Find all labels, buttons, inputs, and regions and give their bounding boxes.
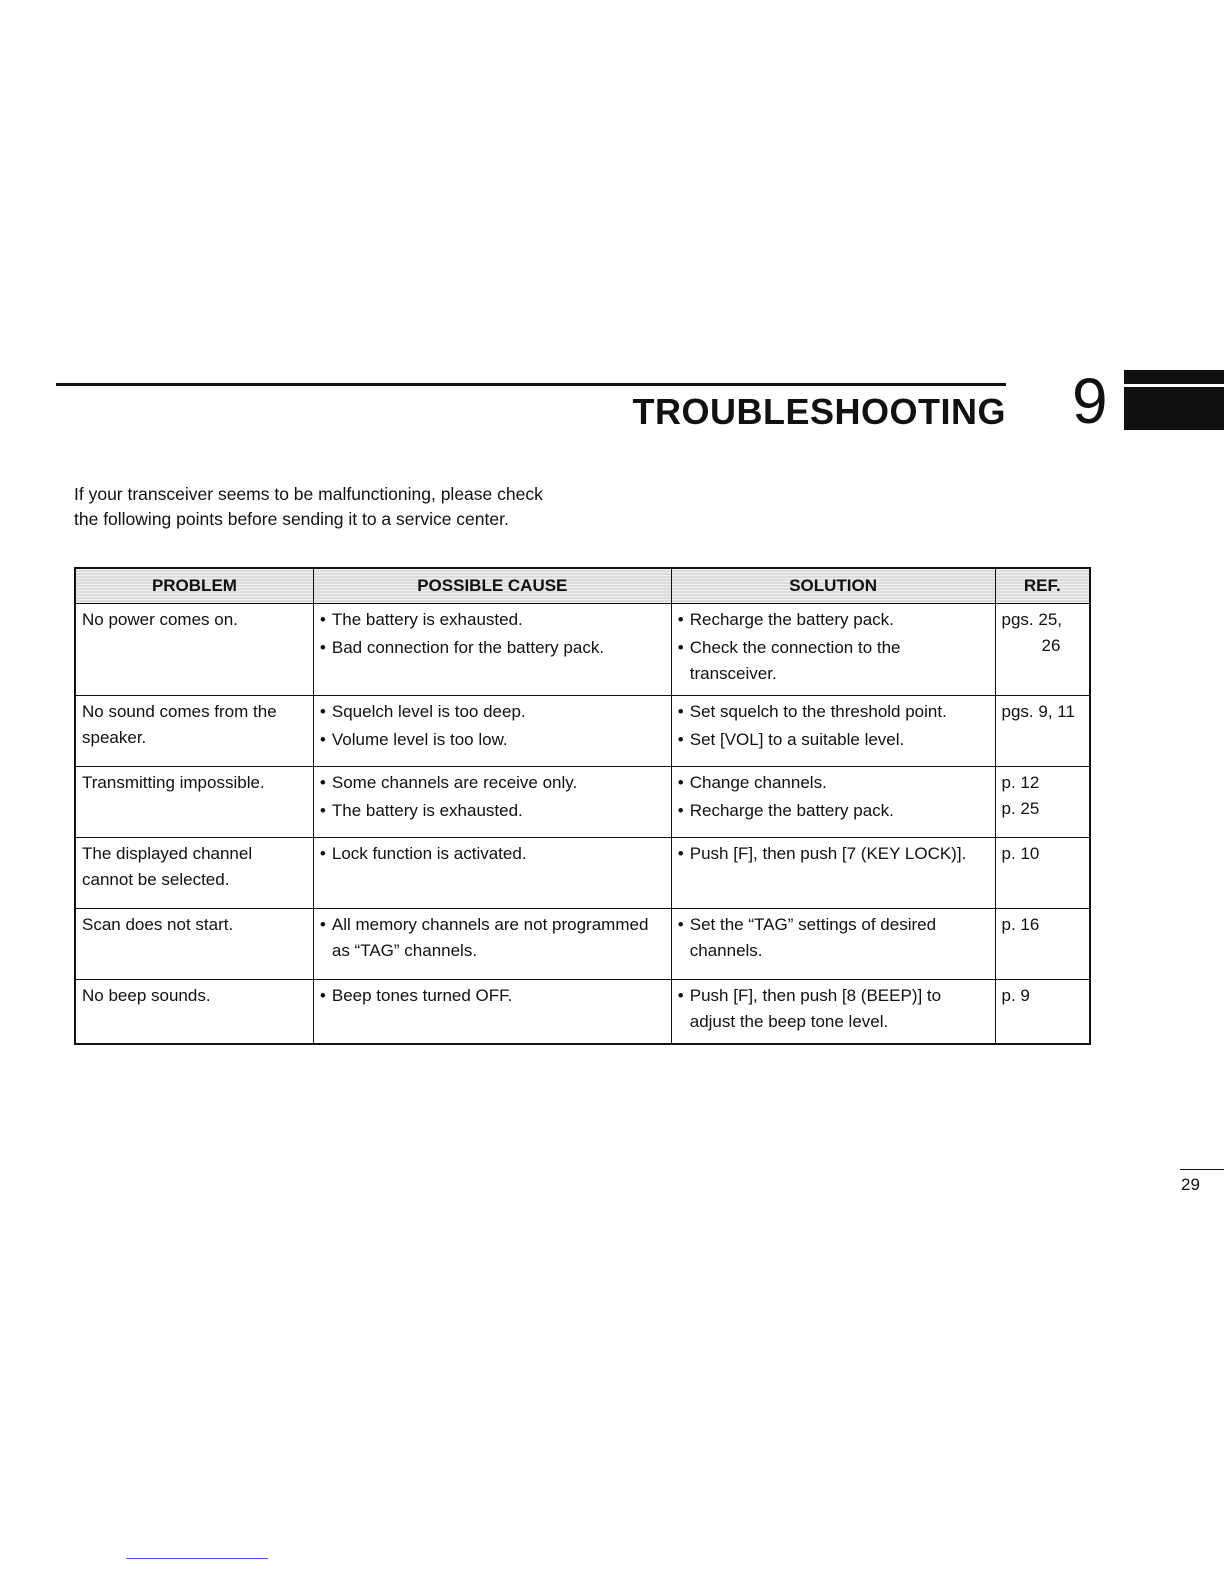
troubleshooting-table: [74, 567, 1091, 1045]
table-row: [75, 604, 1090, 696]
ref-cell: [995, 909, 1090, 980]
table-header-row: [75, 568, 1090, 604]
solution-cell: [671, 838, 995, 909]
header-solution: SOLUTION: [671, 568, 995, 604]
ref-cell: [995, 980, 1090, 1045]
solution-item: • Set the “TAG” settings of desired channels.: [678, 912, 989, 964]
cause-cell: [313, 838, 671, 909]
cause-cell: [313, 696, 671, 767]
problem-cell: The displayed channel cannot be selected.: [75, 838, 313, 909]
page-number: 29: [1181, 1175, 1200, 1194]
table-row: [75, 980, 1090, 1045]
problem-cell: Scan does not start.: [75, 909, 313, 980]
solution-item: • Change channels.: [678, 770, 989, 796]
cause-cell: [313, 604, 671, 696]
solution-item: • Recharge the battery pack.: [678, 607, 989, 633]
intro-paragraph: [74, 482, 634, 532]
footer-rule: [126, 1558, 268, 1559]
page-number-rule: [1180, 1169, 1224, 1170]
solution-item: • Recharge the battery pack.: [678, 798, 989, 824]
ref-cell: [995, 767, 1090, 838]
chapter-tab-marker: [1124, 370, 1224, 430]
table-row: [75, 696, 1090, 767]
cause-item: • All memory channels are not programmed as “TAG” channels.: [320, 912, 665, 964]
chapter-number: 9: [1072, 365, 1108, 437]
problem-cell: No sound comes from the speaker.: [75, 696, 313, 767]
cause-item: • The battery is exhausted.: [320, 798, 665, 824]
solution-cell: [671, 909, 995, 980]
intro-line-1: If your transceiver seems to be malfunctioning, please check: [74, 484, 543, 504]
table-row: [75, 838, 1090, 909]
cause-item: • Bad connection for the battery pack.: [320, 635, 665, 661]
ref-line: p. 12: [1001, 773, 1040, 792]
ref-cell: [995, 696, 1090, 767]
intro-line-2: the following points before sending it to a service center.: [74, 509, 509, 529]
problem-cell: Transmitting impossible.: [75, 767, 313, 838]
cause-item: • Lock function is activated.: [320, 841, 665, 867]
ref-line: p. 25: [1001, 799, 1040, 818]
table-row: [75, 767, 1090, 838]
ref-line: p. 10: [1001, 844, 1040, 863]
ref-line: p. 9: [1001, 986, 1030, 1005]
ref-line: pgs. 9, 11: [1001, 702, 1075, 721]
header-ref: REF.: [995, 568, 1090, 604]
solution-item: • Set squelch to the threshold point.: [678, 699, 989, 725]
ref-line: 26: [1041, 636, 1061, 655]
cause-item: • The battery is exhausted.: [320, 607, 665, 633]
cause-cell: [313, 767, 671, 838]
cause-cell: [313, 909, 671, 980]
header-problem: PROBLEM: [75, 568, 313, 604]
cause-item: • Volume level is too low.: [320, 727, 665, 753]
solution-cell: [671, 696, 995, 767]
solution-cell: [671, 604, 995, 696]
header-rule: [56, 383, 1006, 386]
solution-item: • Push [F], then push [8 (BEEP)] to adjust the beep tone level.: [678, 983, 989, 1035]
problem-cell: No power comes on.: [75, 604, 313, 696]
ref-cell: [995, 838, 1090, 909]
cause-cell: [313, 980, 671, 1045]
chapter-tab-gap: [1124, 384, 1224, 387]
solution-item: • Check the connection to the transceiver.: [678, 635, 940, 687]
solution-item: • Push [F], then push [7 (KEY LOCK)].: [678, 841, 989, 867]
problem-cell: No beep sounds.: [75, 980, 313, 1045]
header-possible-cause: POSSIBLE CAUSE: [313, 568, 671, 604]
cause-item: • Some channels are receive only.: [320, 770, 665, 796]
ref-line: p. 16: [1001, 915, 1040, 934]
section-title: TROUBLESHOOTING: [632, 391, 1006, 432]
solution-item: • Set [VOL] to a suitable level.: [678, 727, 989, 753]
ref-line: pgs. 25,: [1001, 610, 1063, 629]
table-row: [75, 909, 1090, 980]
solution-cell: [671, 767, 995, 838]
cause-item: • Squelch level is too deep.: [320, 699, 665, 725]
solution-cell: [671, 980, 995, 1045]
ref-cell: [995, 604, 1090, 696]
cause-item: • Beep tones turned OFF.: [320, 983, 665, 1009]
